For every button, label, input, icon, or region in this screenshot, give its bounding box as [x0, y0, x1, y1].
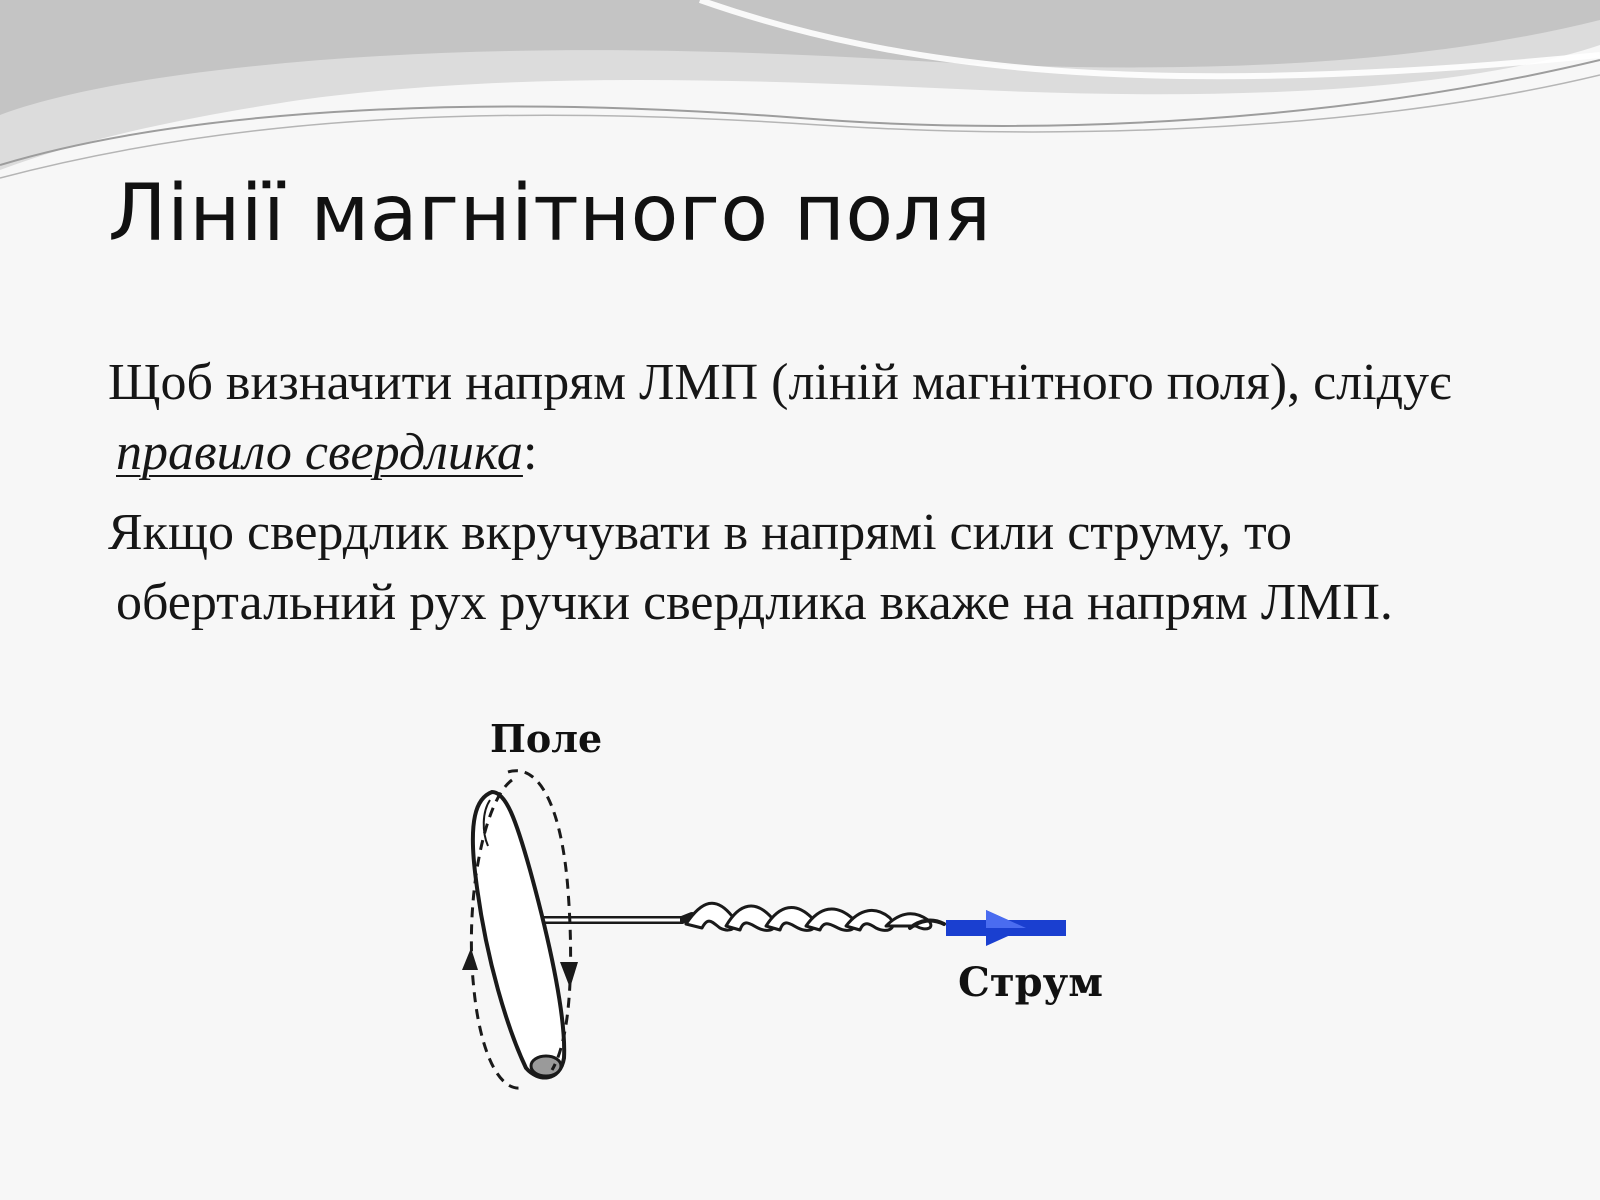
screw-rod — [540, 916, 692, 920]
screw-spiral — [686, 903, 931, 930]
drill-rule-term: правило свердлика — [116, 424, 523, 481]
field-label: Поле — [490, 720, 603, 761]
current-arrow — [946, 910, 1066, 946]
paragraph-colon: : — [522, 424, 538, 481]
page-title: Лінії магнітного поля — [108, 169, 992, 259]
field-arrow-down-head — [560, 962, 578, 988]
paragraph-drill-rule-intro — [108, 348, 1528, 488]
corkscrew-rule-diagram — [440, 720, 1160, 1120]
body-text — [108, 348, 1528, 648]
corkscrew-handle — [473, 792, 564, 1077]
paragraph-intro-text: Щоб визначити напрям ЛМП (ліній магнітного поля), слідує — [108, 354, 1452, 411]
field-arrow-up-head — [462, 948, 478, 970]
current-label: Струм — [958, 959, 1103, 1006]
paragraph-drill-rule-statement: Якщо свердлик вкручувати в напрямі сили струму, то обертальний рух ручки свердлика вкаже на напрям ЛМП. — [108, 504, 1393, 631]
